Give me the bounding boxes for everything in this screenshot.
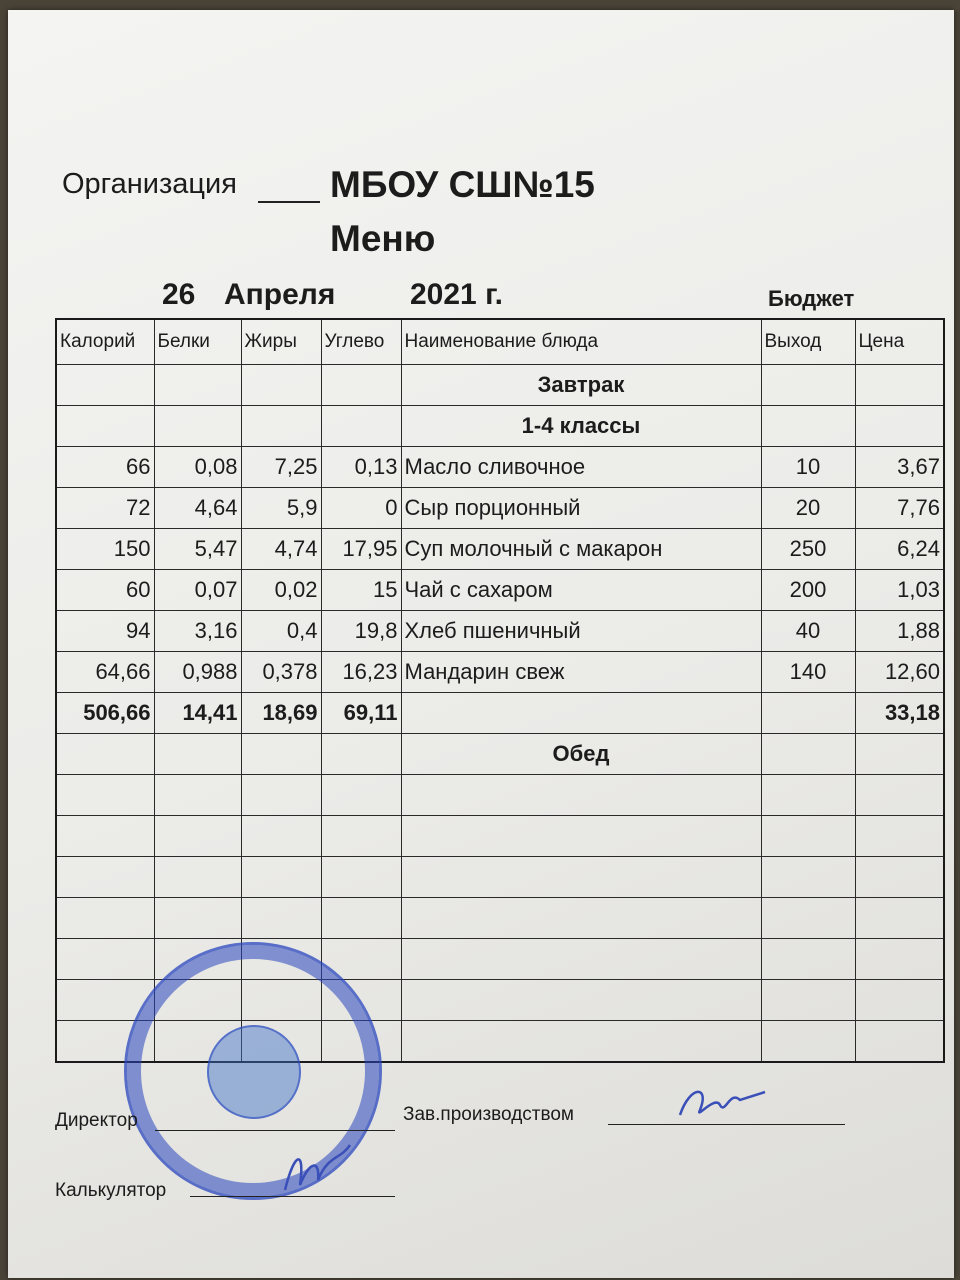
cell-price: 7,76 bbox=[855, 488, 944, 529]
cell-fat: 0,4 bbox=[241, 611, 321, 652]
cell-carbs: 16,23 bbox=[321, 652, 401, 693]
cell-protein: 4,64 bbox=[154, 488, 241, 529]
cell-price: 12,60 bbox=[855, 652, 944, 693]
column-header: Углево bbox=[321, 319, 401, 365]
cell-protein: 3,16 bbox=[154, 611, 241, 652]
cell-calories: 150 bbox=[56, 529, 154, 570]
table-row bbox=[56, 570, 944, 611]
column-header: Цена bbox=[855, 319, 944, 365]
cell-output: 10 bbox=[761, 447, 855, 488]
column-header: Выход bbox=[761, 319, 855, 365]
cell-dish-name: Чай с сахаром bbox=[401, 570, 761, 611]
section-title-grades: 1-4 классы bbox=[401, 406, 761, 447]
date-day: 26 bbox=[162, 278, 196, 311]
date-month: Апреля bbox=[224, 278, 336, 311]
cell-carbs: 15 bbox=[321, 570, 401, 611]
empty-row bbox=[56, 898, 944, 939]
column-header: Белки bbox=[154, 319, 241, 365]
cell-price: 1,88 bbox=[855, 611, 944, 652]
cell-fat: 0,378 bbox=[241, 652, 321, 693]
seal-emblem bbox=[207, 1025, 301, 1119]
cell-protein: 0,988 bbox=[154, 652, 241, 693]
director-signature bbox=[280, 1140, 360, 1200]
director-label: Директор bbox=[55, 1110, 138, 1131]
total-carbs: 69,11 bbox=[321, 693, 401, 734]
organization-label: Организация bbox=[62, 168, 237, 200]
cell-fat: 7,25 bbox=[241, 447, 321, 488]
organization-underline bbox=[258, 201, 320, 203]
cell-carbs: 17,95 bbox=[321, 529, 401, 570]
cell-dish-name: Суп молочный с макарон bbox=[401, 529, 761, 570]
total-price: 33,18 bbox=[855, 693, 944, 734]
cell-output: 40 bbox=[761, 611, 855, 652]
menu-table bbox=[55, 318, 945, 1063]
cell-output: 20 bbox=[761, 488, 855, 529]
cell-protein: 0,07 bbox=[154, 570, 241, 611]
cell-output: 250 bbox=[761, 529, 855, 570]
table-row bbox=[56, 529, 944, 570]
page-title: Меню bbox=[330, 218, 436, 259]
section-title-breakfast: Завтрак bbox=[401, 365, 761, 406]
cell-price: 1,03 bbox=[855, 570, 944, 611]
cell-carbs: 0,13 bbox=[321, 447, 401, 488]
empty-row bbox=[56, 857, 944, 898]
total-fat: 18,69 bbox=[241, 693, 321, 734]
cell-dish-name: Хлеб пшеничный bbox=[401, 611, 761, 652]
cell-price: 6,24 bbox=[855, 529, 944, 570]
cell-output: 200 bbox=[761, 570, 855, 611]
totals-row bbox=[56, 693, 944, 734]
cell-calories: 66 bbox=[56, 447, 154, 488]
cell-calories: 64,66 bbox=[56, 652, 154, 693]
table-row bbox=[56, 652, 944, 693]
empty-row bbox=[56, 775, 944, 816]
total-protein: 14,41 bbox=[154, 693, 241, 734]
calculator-label: Калькулятор bbox=[55, 1180, 167, 1201]
table-row bbox=[56, 447, 944, 488]
cell-calories: 94 bbox=[56, 611, 154, 652]
date-year: 2021 г. bbox=[410, 278, 503, 311]
organization-name: МБОУ СШ№15 bbox=[330, 164, 595, 205]
column-header: Наименование блюда bbox=[401, 319, 761, 365]
section-row-lunch bbox=[56, 734, 944, 775]
cell-carbs: 19,8 bbox=[321, 611, 401, 652]
cell-fat: 0,02 bbox=[241, 570, 321, 611]
cell-price: 3,67 bbox=[855, 447, 944, 488]
director-signature-line bbox=[155, 1130, 395, 1131]
cell-protein: 5,47 bbox=[154, 529, 241, 570]
column-header: Калорий bbox=[56, 319, 154, 365]
empty-row bbox=[56, 816, 944, 857]
cell-fat: 5,9 bbox=[241, 488, 321, 529]
cell-carbs: 0 bbox=[321, 488, 401, 529]
total-calories: 506,66 bbox=[56, 693, 154, 734]
cell-dish-name: Сыр порционный bbox=[401, 488, 761, 529]
production-manager-label: Зав.производством bbox=[403, 1104, 574, 1125]
column-header: Жиры bbox=[241, 319, 321, 365]
production-signature bbox=[670, 1080, 770, 1130]
section-title-lunch: Обед bbox=[401, 734, 761, 775]
cell-calories: 60 bbox=[56, 570, 154, 611]
table-row bbox=[56, 611, 944, 652]
cell-dish-name: Масло сливочное bbox=[401, 447, 761, 488]
section-row-grades bbox=[56, 406, 944, 447]
cell-fat: 4,74 bbox=[241, 529, 321, 570]
table-row bbox=[56, 488, 944, 529]
cell-calories: 72 bbox=[56, 488, 154, 529]
cell-output: 140 bbox=[761, 652, 855, 693]
table-header-row bbox=[56, 319, 944, 365]
cell-dish-name: Мандарин свеж bbox=[401, 652, 761, 693]
cell-protein: 0,08 bbox=[154, 447, 241, 488]
budget-label: Бюджет bbox=[768, 286, 855, 311]
section-row-breakfast bbox=[56, 365, 944, 406]
